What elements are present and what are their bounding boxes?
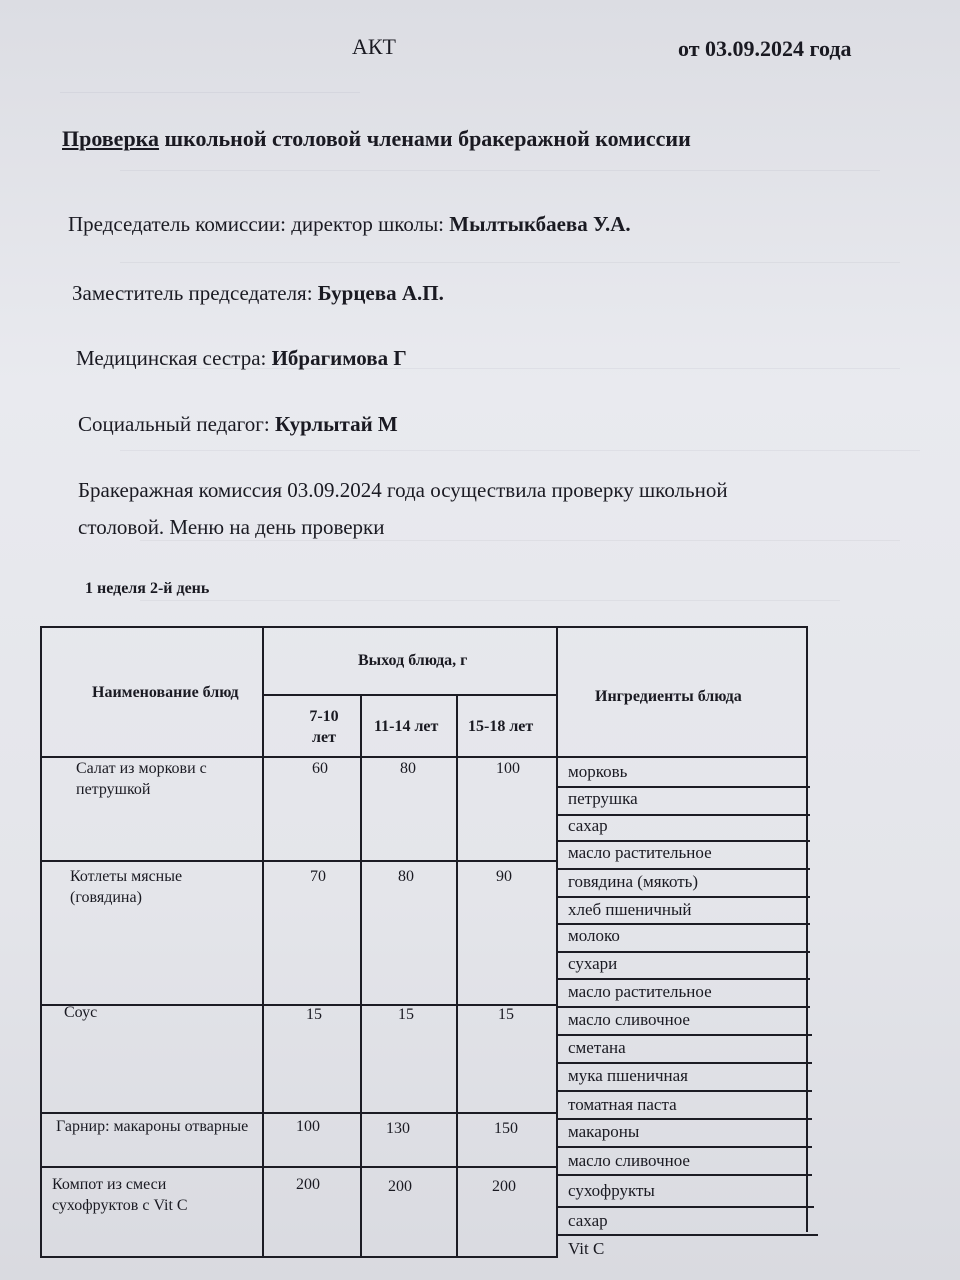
table-border	[556, 1206, 814, 1208]
ingredient-item: Vit C	[568, 1239, 605, 1258]
ingredient-item: говядина (мякоть)	[568, 872, 699, 891]
member-social-teacher	[78, 412, 398, 437]
table-border	[40, 1112, 558, 1114]
table-border	[262, 626, 264, 1258]
table-border	[40, 860, 558, 862]
week-label: 1 неделя 2-й день	[85, 580, 210, 597]
ingredient-item: хлеб пшеничный	[568, 900, 692, 919]
member-nurse	[76, 346, 407, 371]
table-border	[556, 1062, 812, 1064]
member-chairman	[68, 212, 631, 237]
dish-output-11-14: 15	[398, 1006, 414, 1023]
member-role: Заместитель председателя:	[72, 281, 318, 305]
header-age-11-14: 11-14 лет	[374, 718, 439, 735]
dish-name: Компот из смеси сухофруктов с Vit C	[52, 1176, 188, 1214]
ingredient-item: томатная паста	[568, 1095, 677, 1114]
table-border	[556, 1234, 818, 1236]
member-role: Председатель комиссии: директор школы:	[68, 212, 450, 236]
document-date: от 03.09.2024 года	[678, 36, 852, 61]
dish-name: Соус	[64, 1004, 98, 1021]
table-border	[556, 786, 810, 788]
table-border	[360, 694, 362, 1258]
table-border	[556, 923, 810, 925]
ingredient-item: сметана	[568, 1038, 626, 1057]
header-ingredients: Ингредиенты блюда	[595, 688, 742, 705]
dish-name: Котлеты мясные (говядина)	[70, 868, 183, 906]
dish-output-15-18: 150	[494, 1120, 518, 1137]
dish-output-7-10: 100	[296, 1118, 320, 1135]
dish-output-7-10: 70	[310, 868, 326, 885]
dish-output-15-18: 90	[496, 868, 512, 885]
ingredient-item: сухари	[568, 954, 618, 973]
dish-output-15-18: 100	[496, 760, 520, 777]
ingredient-item: масло растительное	[568, 843, 712, 862]
subject-underlined: Проверка	[62, 126, 160, 151]
document-type: АКТ	[352, 34, 396, 59]
member-name: Ибрагимова Г	[271, 346, 407, 370]
table-border	[262, 694, 558, 696]
header-dish-name: Наименование блюд	[92, 684, 239, 701]
subject-rest: школьной столовой членами бракеражной комиссии	[159, 126, 691, 151]
dish-output-11-14: 80	[400, 760, 416, 777]
dish-name: Салат из моркови с петрушкой	[76, 760, 207, 798]
ingredient-item: сухофрукты	[568, 1181, 655, 1200]
table-border	[556, 1034, 812, 1036]
member-role: Медицинская сестра:	[76, 346, 272, 370]
dish-output-11-14: 200	[388, 1178, 412, 1195]
dish-output-15-18: 15	[498, 1006, 514, 1023]
member-name: Бурцева А.П.	[317, 281, 444, 305]
ingredient-item: сахар	[568, 1211, 608, 1230]
dish-name: Гарнир: макароны отварные	[56, 1118, 249, 1135]
dish-output-11-14: 80	[398, 868, 414, 885]
member-deputy	[72, 281, 444, 306]
dish-output-11-14: 130	[386, 1120, 410, 1137]
table-border	[456, 694, 458, 1258]
member-name: Курлытай М	[274, 412, 398, 436]
table-border	[556, 1090, 812, 1092]
table-border	[806, 626, 808, 1232]
ingredient-item: молоко	[568, 926, 620, 945]
table-border	[556, 1174, 812, 1176]
header-age-7-10: 7-10 лет	[309, 708, 339, 746]
ingredient-item: масло сливочное	[568, 1151, 690, 1170]
dish-output-7-10: 15	[306, 1006, 322, 1023]
table-border	[40, 1166, 558, 1168]
ingredient-item: морковь	[568, 762, 628, 781]
table-border	[556, 978, 810, 980]
dish-output-7-10: 200	[296, 1176, 320, 1193]
table-border	[556, 1118, 812, 1120]
ingredient-item: масло растительное	[568, 982, 712, 1001]
dish-output-7-10: 60	[312, 760, 328, 777]
member-role: Социальный педагог:	[78, 412, 275, 436]
ingredient-item: макароны	[568, 1122, 640, 1141]
table-border	[556, 1146, 812, 1148]
table-border	[556, 1006, 810, 1008]
table-border	[556, 951, 810, 953]
menu-table	[40, 626, 808, 1258]
ingredient-item: сахар	[568, 816, 608, 835]
intro-line-1: Бракеражная комиссия 03.09.2024 года осуществила проверку школьной	[78, 478, 728, 502]
ingredient-item: петрушка	[568, 789, 638, 808]
table-border	[40, 626, 808, 628]
table-border	[40, 1256, 558, 1258]
document-subject	[62, 126, 691, 152]
ingredient-item: мука пшеничная	[568, 1066, 688, 1085]
table-border	[556, 868, 810, 870]
table-border	[556, 896, 810, 898]
member-name: Мылтыкбаева У.А.	[449, 212, 631, 236]
header-age-15-18: 15-18 лет	[468, 718, 534, 735]
dish-output-15-18: 200	[492, 1178, 516, 1195]
header-output: Выход блюда, г	[358, 652, 468, 669]
table-border	[556, 840, 810, 842]
table-border	[40, 626, 42, 1258]
ingredient-item: масло сливочное	[568, 1010, 690, 1029]
intro-line-2: столовой. Меню на день проверки	[78, 515, 385, 539]
